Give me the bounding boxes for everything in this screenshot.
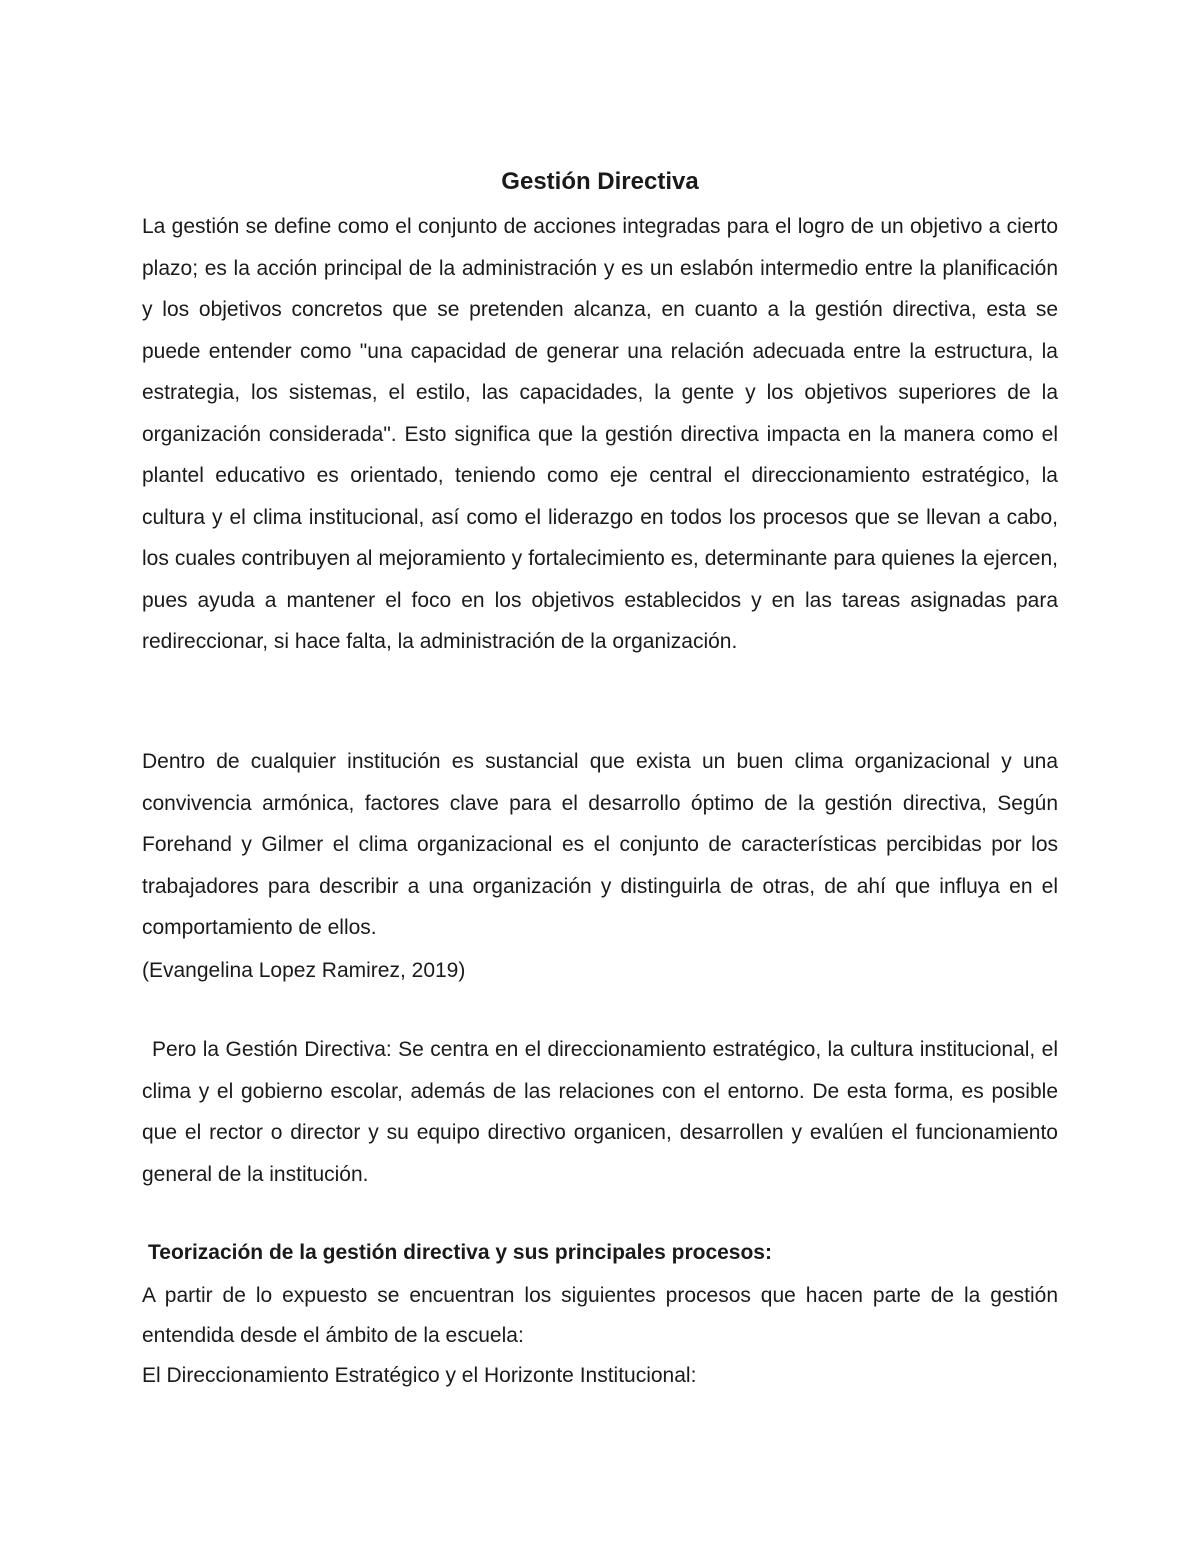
paragraph-definition: La gestión se define como el conjunto de acciones integradas para el logro de un objetivo a cierto plazo; es la acción principal de la administración y es un eslabón intermedio entre la planificación y los objetivos concretos que se pretenden alcanza, en cuanto a la gestión directiva, esta se puede entender como "una capacidad de generar una relación adecuada entre la estructura, la estrategia, los sistemas, el estilo, las capacidades, la gente y los objetivos superiores de la organización considerada". Esto significa que la gestión directiva impacta en la manera como el plantel educativo es orientado, teniendo como eje central el direccionamiento estratégico, la cultura y el clima institucional, así como el liderazgo en todos los procesos que se llevan a cabo, los cuales contribuyen al mejoramiento y fortalecimiento es, determinante para quienes la ejercen, pues ayuda a mantener el foco en los objetivos establecidos y en las tareas asignadas para redireccionar, si hace falta, la administración de la organización. xyxy=(142,215,1058,653)
section-subheading: Teorización de la gestión directiva y sus principales procesos: xyxy=(148,1241,772,1264)
paragraph-organizational-climate: Dentro de cualquier institución es sustancial que exista un buen clima organizacional y una convivencia armónica, factores clave para el desarrollo óptimo de la gestión directiva, Según Forehand y Gilmer el clima organizacional es el conjunto de características percibidas por los trabajadores para describir a una organización y distinguirla de otras, de ahí que influya en el comportamiento de ellos. xyxy=(142,750,1058,939)
page-title: Gestión Directiva xyxy=(501,168,699,195)
paragraph-strategic-direction: Pero la Gestión Directiva: Se centra en el direccionamiento estratégico, la cultura institucional, el clima y el gobierno escolar, además de las relaciones con el entorno. De esta forma, es posible que el rector o director y su equipo directivo organicen, desarrollen y evalúen el funcionamiento general de la institución. xyxy=(142,1038,1058,1186)
paragraph-horizon: El Direccionamiento Estratégico y el Horizonte Institucional: xyxy=(142,1364,697,1387)
paragraph-processes-intro: A partir de lo expuesto se encuentran los siguientes procesos que hacen parte de la gestión entendida desde el ámbito de la escuela: xyxy=(142,1284,1058,1347)
citation: (Evangelina Lopez Ramirez, 2019) xyxy=(142,959,466,982)
